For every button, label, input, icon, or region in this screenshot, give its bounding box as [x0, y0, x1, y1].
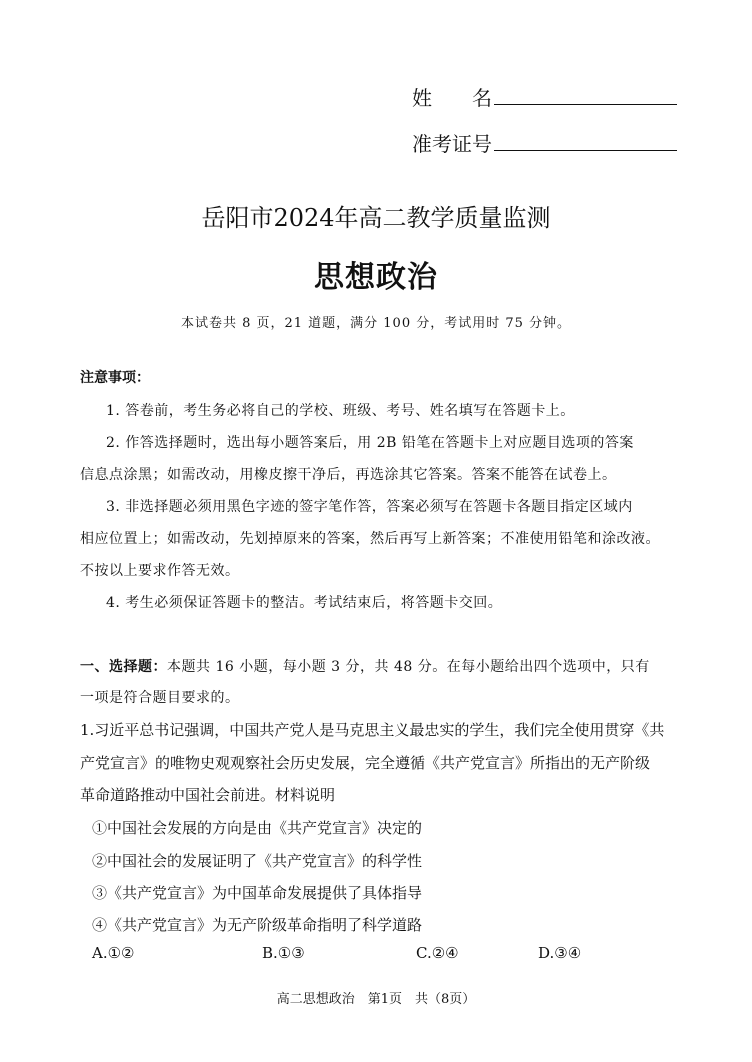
- notice-line: 相应位置上；如需改动，先划掉原来的答案，然后再写上新答案；不准使用铅笔和涂改液。: [80, 531, 660, 547]
- option-b[interactable]: B.①③: [262, 944, 305, 962]
- question-stem: 革命道路推动中国社会前进。材料说明: [80, 786, 336, 804]
- question-stem: 产党宣言》的唯物史观观察社会历史发展，完全遵循《共产党宣言》所指出的无产阶级: [80, 754, 651, 772]
- notice-heading: 注意事项：: [80, 370, 150, 386]
- section-instructions-cont: 一项是符合题目要求的。: [80, 690, 240, 706]
- exam-id-field[interactable]: [494, 150, 677, 151]
- option-d[interactable]: D.③④: [538, 944, 582, 962]
- section-instructions: 本题共 16 小题，每小题 3 分，共 48 分。在每小题给出四个选项中，只有: [167, 659, 650, 675]
- notice-line: 信息点涂黑；如需改动，用橡皮擦干净后，再选涂其它答案。答案不能答在试卷上。: [80, 467, 617, 483]
- subject-title: 思想政治: [314, 260, 438, 295]
- notice-line: 4. 考生必须保证答题卡的整洁。考试结束后，将答题卡交回。: [106, 595, 503, 611]
- question-statement: ①中国社会发展的方向是由《共产党宣言》决定的: [92, 819, 423, 837]
- page-footer: 高二思想政治 第1页 共（8页）: [276, 992, 476, 1007]
- name-label: 姓 名: [412, 86, 492, 110]
- exam-id-label: 准考证号: [412, 132, 492, 156]
- question-stem: 1.习近平总书记强调，中国共产党人是马克思主义最忠实的学生，我们完全使用贯穿《共: [80, 721, 665, 739]
- name-field[interactable]: [494, 104, 677, 105]
- exam-meta: 本试卷共 8 页，21 道题，满分 100 分，考试用时 75 分钟。: [180, 316, 572, 331]
- exam-title: 岳阳市2024年高二教学质量监测: [201, 204, 551, 232]
- question-statement: ②中国社会的发展证明了《共产党宣言》的科学性: [92, 852, 423, 870]
- question-statement: ④《共产党宣言》为无产阶级革命指明了科学道路: [92, 916, 423, 934]
- option-a[interactable]: A.①②: [92, 944, 135, 962]
- question-statement: ③《共产党宣言》为中国革命发展提供了具体指导: [92, 884, 423, 902]
- notice-line: 2. 作答选择题时，选出每小题答案后，用 2B 铅笔在答题卡上对应题目选项的答案: [106, 435, 634, 451]
- section-heading: [80, 656, 650, 676]
- option-c[interactable]: C.②④: [416, 944, 459, 962]
- notice-line: 1. 答卷前，考生务必将自己的学校、班级、考号、姓名填写在答题卡上。: [106, 403, 575, 419]
- notice-line: 3. 非选择题必须用黑色字迹的签字笔作答，答案必须写在答题卡各题目指定区域内: [106, 499, 633, 515]
- section-title: 一、选择题：: [80, 659, 167, 675]
- notice-line: 不按以上要求作答无效。: [80, 563, 240, 579]
